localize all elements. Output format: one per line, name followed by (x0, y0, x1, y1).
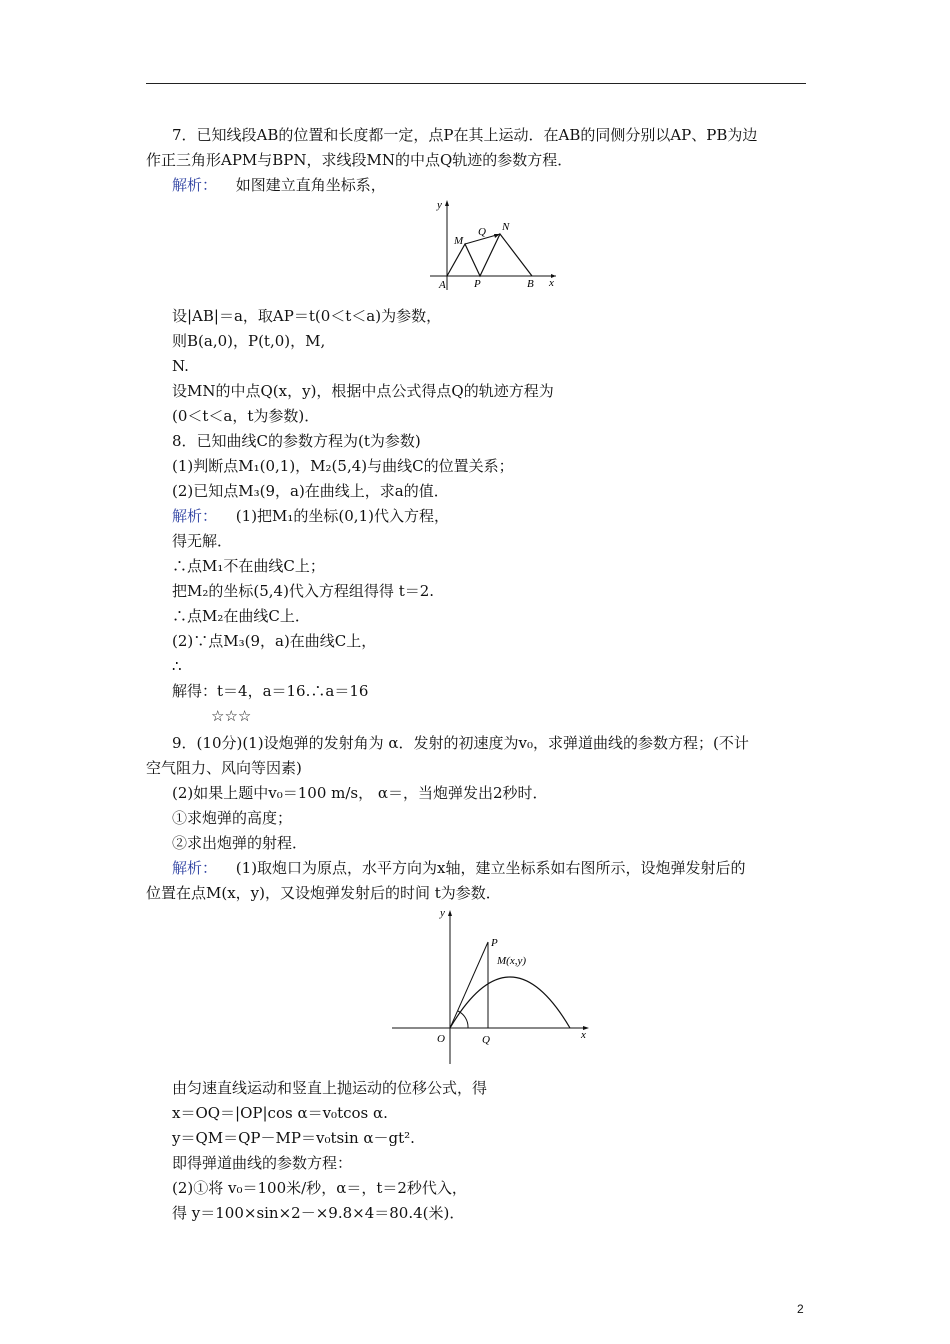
triangle-figure (418, 198, 560, 290)
s8-line6: ∴ (172, 657, 182, 675)
q9-line1: 9．(10分)(1)设炮弹的发射角为 α．发射的初速度为v₀，求弹道曲线的参数方程；(不计 (172, 734, 749, 752)
s9-line6: 得 y＝100×sin×2－×9.8×4＝80.4(米)． (172, 1204, 465, 1222)
solution2-label: 解析： (172, 507, 218, 525)
solution3-line (172, 858, 746, 878)
s8-line7: 解得：t＝4，a＝16.∴a＝16 (172, 682, 369, 700)
fig1-m-label: M (454, 235, 464, 247)
trajectory-curve (450, 977, 570, 1028)
y-axis-arrow (448, 910, 452, 916)
q8-line: 8．已知曲线C的参数方程为(t为参数) (172, 432, 421, 450)
q8-part1: (1)判断点M₁(0,1)，M₂(5,4)与曲线C的位置关系； (172, 457, 514, 475)
solution3-text: (1)取炮口为原点，水平方向为x轴，建立坐标系如右图所示，设炮弹发射后的 (235, 859, 746, 877)
s9-line5: (2)①将 v₀＝100米/秒，α＝，t＝2秒代入， (172, 1179, 467, 1197)
fig1-x-label: x (549, 277, 554, 289)
fig2-p-label: P (491, 937, 498, 949)
fig2-x-label: x (581, 1029, 586, 1041)
stars-divider: ☆☆☆ (211, 707, 252, 725)
fig1-a-label: A (439, 279, 446, 290)
q7-line1: 7．已知线段AB的位置和长度都一定，点P在其上运动．在AB的同侧分别以AP、PB为边 (172, 126, 758, 144)
s8-line4: ∴点M₂在曲线C上． (172, 607, 310, 625)
q8-part2: (2)已知点M₃(9，a)在曲线上，求a的值． (172, 482, 449, 500)
s9-line2: x＝OQ＝|OP|cos α＝v₀tcos α. (172, 1104, 388, 1122)
y-axis-arrow (445, 200, 449, 206)
s8-line5: (2)∵点M₃(9，a)在曲线C上， (172, 632, 377, 650)
fig2-y-label: y (440, 907, 445, 919)
s9-line4: 即得弹道曲线的参数方程： (172, 1154, 353, 1172)
solution-line (172, 175, 386, 195)
q9-line2: 空气阻力、风向等因素) (146, 759, 302, 777)
line-op (450, 942, 488, 1028)
fig2-o-label: O (437, 1033, 445, 1045)
fig1-q-label: Q (478, 226, 486, 238)
s8-line2: ∴点M₁不在曲线C上； (172, 557, 325, 575)
fig1-y-label: y (437, 199, 442, 211)
solution2-text: (1)把M₁的坐标(0,1)代入方程， (235, 507, 449, 525)
fig2-m-label: M(x,y) (497, 955, 527, 967)
s7-line2: 则B(a,0)，P(t,0)，M, (172, 332, 326, 350)
s8-line3: 把M₂的坐标(5,4)代入方程组得得 t＝2. (172, 582, 435, 600)
fig1-p-label: P (474, 278, 481, 290)
s7-line3: N. (172, 357, 189, 375)
s9-line3: y＝QM＝QP－MP＝v₀tsin α－gt². (172, 1129, 415, 1147)
q7-line2: 作正三角形APM与BPN，求线段MN的中点Q轨迹的参数方程． (146, 151, 573, 169)
s7-line1: 设|AB|＝a，取AP＝t(0＜t＜a)为参数， (172, 307, 442, 325)
fig2-q-label: Q (482, 1034, 490, 1046)
header-rule (146, 83, 806, 84)
fig1-b-label: B (527, 278, 534, 290)
projectile-figure (392, 906, 592, 1066)
page-number: 2 (797, 1302, 804, 1316)
s7-line4: 设MN的中点Q(x，y)，根据中点公式得点Q的轨迹方程为 (172, 382, 554, 400)
solution2-line (172, 506, 449, 526)
s7-line5: (0＜t＜a，t为参数)． (172, 407, 320, 425)
q9-circled1: ①求炮弹的高度； (172, 809, 293, 827)
solution3-label: 解析： (172, 859, 218, 877)
solution-text: 如图建立直角坐标系， (235, 176, 386, 194)
q9-part2: (2)如果上题中v₀＝100 m/s， α＝，当炮弹发出2秒时． (172, 784, 548, 802)
s8-line1: 得无解． (172, 532, 233, 550)
q9-circled2: ②求出炮弹的射程． (172, 834, 308, 852)
s9-line0: 位置在点M(x，y)，又设炮弹发射后的时间 t为参数． (146, 884, 501, 902)
s9-line1: 由匀速直线运动和竖直上抛运动的位移公式，得 (172, 1079, 488, 1097)
fig1-n-label: N (502, 221, 510, 233)
solution-label: 解析： (172, 176, 218, 194)
